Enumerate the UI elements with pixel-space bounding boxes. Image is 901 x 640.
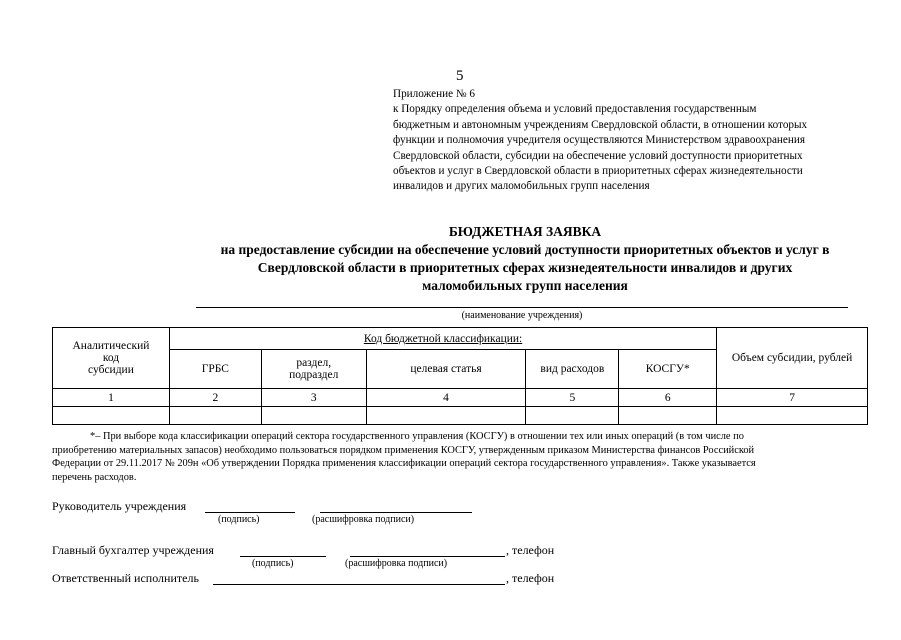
executor-phone-label: , телефон — [506, 571, 555, 585]
head-sign-line[interactable] — [205, 512, 295, 513]
appendix-line: Свердловской области, субсидии на обеспечение условий доступности приоритетных — [393, 149, 803, 162]
page-number: 5 — [456, 68, 464, 84]
title-sub-line: Свердловской области в приоритетных сферах жизнедеятельности инвалидов и других — [257, 260, 793, 275]
footnote-line: Федерации от 29.11.2017 № 209н «Об утверждении Порядка применения классификации операций сектора государственного управления». Также указывается — [52, 458, 756, 469]
appendix-line: бюджетным и автономным учреждениям Свердловской области, в отношении которых — [393, 118, 808, 131]
header-subsidy-volume: Объем субсидии, рублей — [717, 328, 868, 389]
appendix-line: Приложение № 6 — [393, 88, 475, 100]
column-number: 1 — [53, 389, 170, 407]
footnote-line: приобретению материальных запасов) необходимо пользоваться порядком применения КОСГУ, утвержденным приказом Министерства финансов Российской — [52, 444, 755, 456]
footnote-line: перечень расходов. — [52, 471, 137, 483]
accountant-phone-label: , телефон — [506, 543, 555, 557]
column-number: 4 — [366, 389, 526, 407]
column-number: 3 — [261, 389, 366, 407]
column-number: 5 — [526, 389, 619, 407]
appendix-line: инвалидов и других маломобильных групп населения — [393, 180, 650, 193]
title-sub-line: маломобильных групп населения — [422, 278, 628, 293]
accountant-label: Главный бухгалтер учреждения — [52, 543, 214, 557]
empty-cell[interactable] — [619, 407, 717, 425]
accountant-decode-caption: (расшифровка подписи) — [345, 558, 448, 569]
title-sub-line: на предоставление субсидии на обеспечение условий доступности приоритетных объектов и услуг в — [220, 242, 830, 257]
footnote-line: *– При выборе кода классификации операций сектора государственного управления (КОСГУ) в отношении тех или иных операций (в том числе по — [90, 431, 744, 442]
appendix-line: объектов и услуг в Свердловской области в приоритетных сферах жизнедеятельности — [393, 165, 803, 178]
header-expense-type: вид расходов — [526, 350, 619, 389]
header-analytic-code: Аналитический код субсидии — [53, 328, 170, 389]
empty-cell[interactable] — [526, 407, 619, 425]
empty-cell[interactable] — [169, 407, 261, 425]
head-label: Руководитель учреждения — [52, 499, 187, 513]
empty-cell[interactable] — [366, 407, 526, 425]
document-title — [150, 223, 900, 295]
executor-line[interactable] — [213, 584, 505, 585]
column-number: 6 — [619, 389, 717, 407]
empty-cell[interactable] — [261, 407, 366, 425]
header-section: раздел, подраздел — [261, 350, 366, 389]
empty-cell[interactable] — [717, 407, 868, 425]
head-decode-line[interactable] — [320, 512, 472, 513]
header-target-article: целевая статья — [366, 350, 526, 389]
head-decode-caption: (расшифровка подписи) — [312, 514, 415, 525]
appendix-header — [393, 87, 873, 195]
accountant-sign-line[interactable] — [240, 556, 326, 557]
appendix-line: к Порядку определения объема и условий предоставления государственным — [393, 103, 757, 116]
accountant-decode-line[interactable] — [350, 556, 505, 557]
header-grbs: ГРБС — [169, 350, 261, 389]
header-budget-classification: Код бюджетной классификации: — [169, 328, 716, 350]
head-sign-caption: (подпись) — [218, 514, 260, 525]
institution-caption: (наименование учреждения) — [461, 310, 583, 321]
empty-cell[interactable] — [53, 407, 170, 425]
column-number: 7 — [717, 389, 868, 407]
institution-name-line[interactable] — [196, 307, 848, 308]
appendix-line: функции и полномочия учредителя осуществляются Министерством здравоохранения — [393, 134, 805, 147]
footnote — [52, 430, 868, 484]
column-number: 2 — [169, 389, 261, 407]
title-main: БЮДЖЕТНАЯ ЗАЯВКА — [448, 224, 602, 239]
accountant-sign-caption: (подпись) — [252, 558, 294, 569]
header-kosgu: КОСГУ* — [619, 350, 717, 389]
budget-table — [52, 327, 868, 425]
executor-label: Ответственный исполнитель — [52, 571, 199, 585]
